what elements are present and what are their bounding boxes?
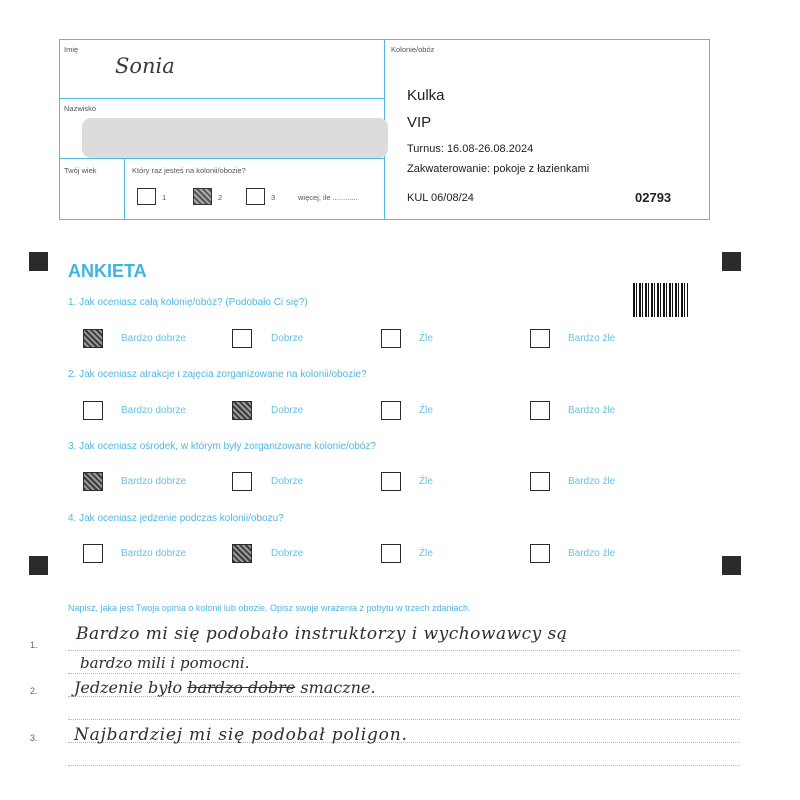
- barcode: [633, 283, 688, 317]
- survey-title: ANKIETA: [68, 261, 147, 281]
- which-time-label: Który raz jesteś na kolonii/obozie?: [132, 166, 246, 175]
- q1-zle-label: Źle: [419, 333, 433, 344]
- q1-bardzo-dobrze-checkbox[interactable]: [83, 329, 103, 348]
- camp-name: Kulka: [407, 87, 445, 104]
- camp-type: VIP: [407, 114, 432, 131]
- q4-dobrze-checkbox[interactable]: [232, 544, 252, 563]
- last-name-label: Nazwisko: [64, 104, 97, 113]
- q3-dobrze-label: Dobrze: [271, 476, 304, 487]
- form-number: 02793: [635, 190, 672, 205]
- opinion-sentence-3: Najbardziej mi się podobał poligon.: [74, 725, 408, 745]
- registration-marker-bottom-left: [29, 556, 48, 575]
- q3-bardzo-dobrze-checkbox[interactable]: [83, 472, 103, 491]
- q4-bardzo-zle-checkbox[interactable]: [530, 544, 550, 563]
- answer-line: [68, 765, 740, 766]
- q2-zle-label: Źle: [419, 405, 433, 416]
- age-field[interactable]: [60, 159, 125, 219]
- q2-bardzo-dobrze-checkbox[interactable]: [83, 401, 103, 420]
- camp-code: KUL 06/08/24: [407, 192, 474, 204]
- which-time-option-2-checkbox[interactable]: [193, 188, 212, 205]
- which-time-option-1-checkbox[interactable]: [137, 188, 156, 205]
- turnus-dates: Turnus: 16.08-26.08.2024: [407, 143, 534, 155]
- question-2: 2. Jak oceniasz atrakcje i zajęcia zorganizowane na kolonii/obozie?: [68, 369, 367, 380]
- q3-bardzo-zle-label: Bardzo źle: [568, 476, 616, 487]
- first-name-value: Sonia: [115, 54, 175, 78]
- answer-line: [68, 650, 740, 651]
- first-name-field[interactable]: [60, 40, 384, 99]
- opinion-sentence-1a: Bardzo mi się podobało instruktorzy i wychowawcy są: [76, 624, 568, 644]
- opinion-sentence-2-struck: bardzo dobre: [187, 678, 296, 697]
- redacted-surname: [82, 118, 388, 158]
- which-time-more-label: więcej, ile ............: [298, 193, 358, 202]
- line-number-3: 3.: [30, 733, 38, 743]
- opinion-sentence-2-end: smaczne.: [300, 678, 376, 697]
- q2-zle-checkbox[interactable]: [381, 401, 401, 420]
- q3-bardzo-zle-checkbox[interactable]: [530, 472, 550, 491]
- first-name-label: Imię: [64, 45, 79, 54]
- q1-dobrze-checkbox[interactable]: [232, 329, 252, 348]
- q4-bardzo-zle-label: Bardzo źle: [568, 548, 616, 559]
- answer-line: [68, 673, 740, 674]
- q3-dobrze-checkbox[interactable]: [232, 472, 252, 491]
- q4-zle-checkbox[interactable]: [381, 544, 401, 563]
- registration-marker-bottom-right: [722, 556, 741, 575]
- registration-marker-top-right: [722, 252, 741, 271]
- q4-dobrze-label: Dobrze: [271, 548, 304, 559]
- which-time-option-1-label: 1: [162, 193, 167, 202]
- answer-line: [68, 719, 740, 720]
- opinion-sentence-2: [74, 678, 376, 697]
- question-1: 1. Jak oceniasz całą kolonię/obóz? (Podobało Ci się?): [68, 297, 308, 308]
- q2-bardzo-zle-checkbox[interactable]: [530, 401, 550, 420]
- age-label: Twój wiek: [64, 166, 97, 175]
- opinion-sentence-2-start: Jedzenie było: [74, 678, 183, 697]
- q1-bardzo-dobrze-label: Bardzo dobrze: [121, 333, 187, 344]
- q3-zle-label: Źle: [419, 476, 433, 487]
- q4-bardzo-dobrze-checkbox[interactable]: [83, 544, 103, 563]
- age-section: [60, 159, 384, 219]
- q4-zle-label: Źle: [419, 548, 433, 559]
- accommodation: Zakwaterowanie: pokoje z łazienkami: [407, 163, 590, 175]
- q3-bardzo-dobrze-label: Bardzo dobrze: [121, 476, 187, 487]
- question-4: 4. Jak oceniasz jedzenie podczas kolonii/obozu?: [68, 513, 284, 524]
- which-time-option-2-label: 2: [218, 193, 223, 202]
- which-time-option-3-label: 3: [271, 193, 276, 202]
- q1-dobrze-label: Dobrze: [271, 333, 304, 344]
- q2-bardzo-dobrze-label: Bardzo dobrze: [121, 405, 187, 416]
- question-3: 3. Jak oceniasz ośrodek, w którym były zorganizowane kolonie/obóz?: [68, 441, 376, 452]
- q3-zle-checkbox[interactable]: [381, 472, 401, 491]
- camp-label: Kolonie/obóz: [391, 45, 435, 54]
- q4-bardzo-dobrze-label: Bardzo dobrze: [121, 548, 187, 559]
- q1-zle-checkbox[interactable]: [381, 329, 401, 348]
- which-time-option-3-checkbox[interactable]: [246, 188, 265, 205]
- q2-dobrze-label: Dobrze: [271, 405, 304, 416]
- q2-dobrze-checkbox[interactable]: [232, 401, 252, 420]
- line-number-2: 2.: [30, 686, 38, 696]
- opinion-instruction: Napisz, jaka jest Twoja opinia o kolonii lub obozie. Opisz swoje wrażenia z pobytu w trzech zdaniach.: [68, 603, 471, 613]
- opinion-sentence-1b: bardzo mili i pomocni.: [80, 654, 250, 672]
- registration-marker-top-left: [29, 252, 48, 271]
- q1-bardzo-zle-label: Bardzo źle: [568, 333, 616, 344]
- line-number-1: 1.: [30, 640, 38, 650]
- camp-info-section: [386, 40, 709, 219]
- q2-bardzo-zle-label: Bardzo źle: [568, 405, 616, 416]
- q1-bardzo-zle-checkbox[interactable]: [530, 329, 550, 348]
